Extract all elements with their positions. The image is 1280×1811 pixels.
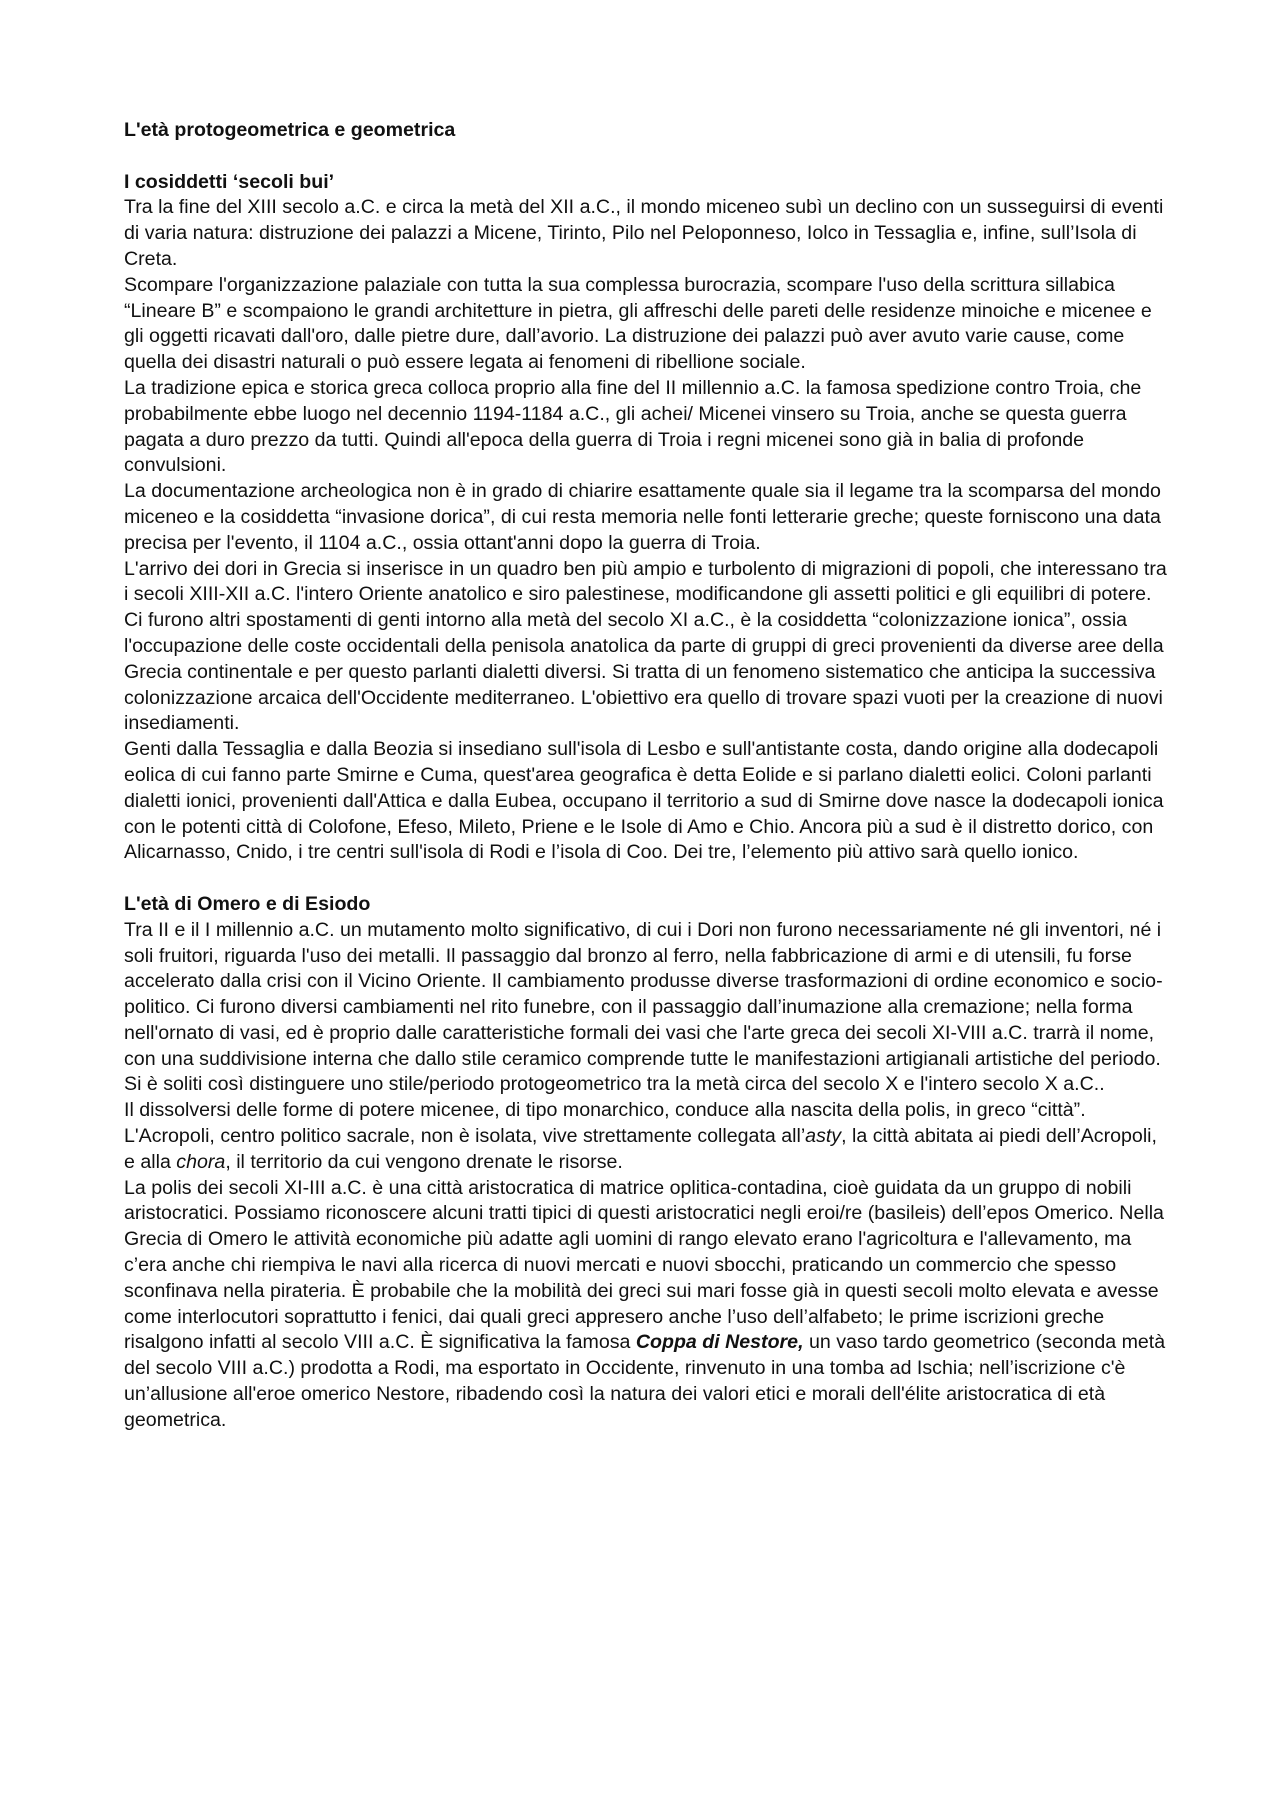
text-run: , la città abitata ai piedi dell’Acropoli, e alla: [124, 1125, 1157, 1173]
document-title: L'età protogeometrica e geometrica: [124, 119, 456, 141]
section-heading: I cosiddetti ‘secoli bui’: [124, 170, 335, 193]
text-run: , il territorio da cui vengono drenate le risorse.: [225, 1150, 623, 1173]
paragraph: [124, 1098, 1170, 1175]
italic-term-chora: chora: [176, 1150, 226, 1173]
paragraph: L'arrivo dei dori in Grecia si inserisce in un quadro ben più ampio e turbolento di migrazioni di popoli, che interessano tra i secoli XIII-XII a.C. l'intero Oriente anatolico e siro palestinese, modificandone gli assetti politici e gli equilibri di potere. Ci furono altri spostamenti di genti intorno alla metà del secolo XI a.C., è la cosiddetta “colonizzazione ionica”, ossia l'occupazione delle coste occidentali della penisola anatolica da parte di gruppi di greci provenienti da diverse aree della Grecia continentale e per questo parlanti dialetti diversi. Si tratta di un fenomeno sistematico che anticipa la successiva colonizzazione arcaica dell'Occidente mediterraneo. L'obiettivo era quello di trovare spazi vuoti per la creazione di nuovi insediamenti.: [124, 557, 1167, 735]
paragraph: Genti dalla Tessaglia e dalla Beozia si insediano sull'isola di Lesbo e sull'antistante costa, dando origine alla dodecapoli eolica di cui fanno parte Smirne e Cuma, quest'area geografica è detta Eolide e si parlano dialetti eolici. Coloni parlanti dialetti ionici, provenienti dall'Attica e dalla Eubea, occupano il territorio a sud di Smirne dove nasce la dodecapoli ionica con le potenti città di Colofone, Efeso, Mileto, Priene e le Isole di Amo e Chio. Ancora più a sud è il distretto dorico, con Alicarnasso, Cnido, i tre centri sull'isola di Rodi e l’isola di Coo. Dei tre, l’elemento più attivo sarà quello ionico.: [124, 738, 1164, 864]
section-omero-esiodo: [124, 892, 1170, 1434]
section-heading: L'età di Omero e di Esiodo: [124, 892, 371, 915]
paragraph: Scompare l'organizzazione palaziale con tutta la sua complessa burocrazia, scompare l'uso della scrittura sillabica “Lineare B” e scompaiono le grandi architetture in pietra, gli affreschi delle pareti delle residenze minoiche e micenee e gli oggetti ricavati dall'oro, dalle pietre dure, dall’avorio. La distruzione dei palazzi può aver avuto varie cause, come quella dei disastri naturali o può essere legata ai fenomeni di ribellione sociale.: [124, 273, 1152, 374]
text-run: Il dissolversi delle forme di potere micenee, di tipo monarchico, conduce alla nascita della polis, in greco “città”. L'Acropoli, centro politico sacrale, non è isolata, vive strettamente collegata all’: [124, 1099, 1086, 1148]
section-secoli-bui: [124, 170, 1170, 867]
paragraph: La tradizione epica e storica greca colloca proprio alla fine del II millennio a.C. la famosa spedizione contro Troia, che probabilmente ebbe luogo nel decennio 1194-1184 a.C., gli achei/ Micenei vinsero su Troia, anche se questa guerra pagata a duro prezzo da tutti. Quindi all'epoca della guerra di Troia i regni micenei sono già in balia di profonde convulsioni.: [124, 376, 1142, 477]
paragraph: Tra la fine del XIII secolo a.C. e circa la metà del XII a.C., il mondo miceneo subì un declino con un susseguirsi di eventi di varia natura: distruzione dei palazzi a Micene, Tirinto, Pilo nel Peloponneso, Iolco in Tessaglia e, infine, sull’Isola di Creta.: [124, 196, 1164, 270]
italic-term-asty: asty: [805, 1125, 842, 1148]
text-run: un vaso tardo geometrico (seconda metà del secolo VIII a.C.) prodotta a Rodi, ma esportato in Occidente, rinvenuto in una tomba ad Ischia; nell’iscrizione c'è un’allusione all'eroe omerico Nestore, ribadendo così la natura dei valori etici e morali dell'élite aristocratica di età geometrica.: [124, 1331, 1166, 1431]
paragraph: [124, 1176, 1170, 1434]
paragraph: Tra II e il I millennio a.C. un mutamento molto significativo, di cui i Dori non furono necessariamente né gli inventori, né i soli fruitori, riguarda l'uso dei metalli. Il passaggio dal bronzo al ferro, nella fabbricazione di armi e di utensili, fu forse accelerato dalla crisi con il Vicino Oriente. Il cambiamento produsse diverse trasformazioni di ordine economico e socio-politico. Ci furono diversi cambiamenti nel rito funebre, con il passaggio dall’inumazione alla cremazione; nella forma nell'ornato di vasi, ed è proprio dalle caratteristiche formali dei vasi che l'arte greca dei secoli XI-VIII a.C. trarrà il nome, con una suddivisione interna che dallo stile ceramico comprende tutte le manifestazioni artigianali artistiche del periodo. Si è soliti così distinguere uno stile/periodo protogeometrico tra la metà circa del secolo X e l'intero secolo X a.C..: [124, 918, 1163, 1096]
document-page: [124, 118, 1170, 1434]
text-run: La polis dei secoli XI-III a.C. è una città aristocratica di matrice oplitica-contadina, cioè guidata da un gruppo di nobili aristocratici. Possiamo riconoscere alcuni tratti tipici di questi aristocratici negli eroi/re (basileis) dell’epos Omerico. Nella Grecia di Omero le attività economiche più adatte agli uomini di rango elevato erano l'agricoltura e l'allevamento, ma c’era anche chi riempiva le navi alla ricerca di nuovi mercati e nuovi sbocchi, praticando un commercio che spesso sconfinava nella pirateria. È probabile che la mobilità dei greci sui mari fosse già in questi secoli molto elevata e avesse come interlocutori soprattutto i fenici, dai quali greci appresero anche l’uso dell’alfabeto; le prime iscrizioni greche risalgono infatti al secolo VIII a.C. È significativa la famosa: [124, 1176, 1164, 1354]
paragraph: La documentazione archeologica non è in grado di chiarire esattamente quale sia il legame tra la scomparsa del mondo miceneo e la cosiddetta “invasione dorica”, di cui resta memoria nelle fonti letterarie greche; queste forniscono una data precisa per l'evento, il 1104 a.C., ossia ottant'anni dopo la guerra di Troia.: [124, 480, 1161, 554]
bold-italic-term-coppa-di-nestore: Coppa di Nestore,: [635, 1331, 804, 1354]
